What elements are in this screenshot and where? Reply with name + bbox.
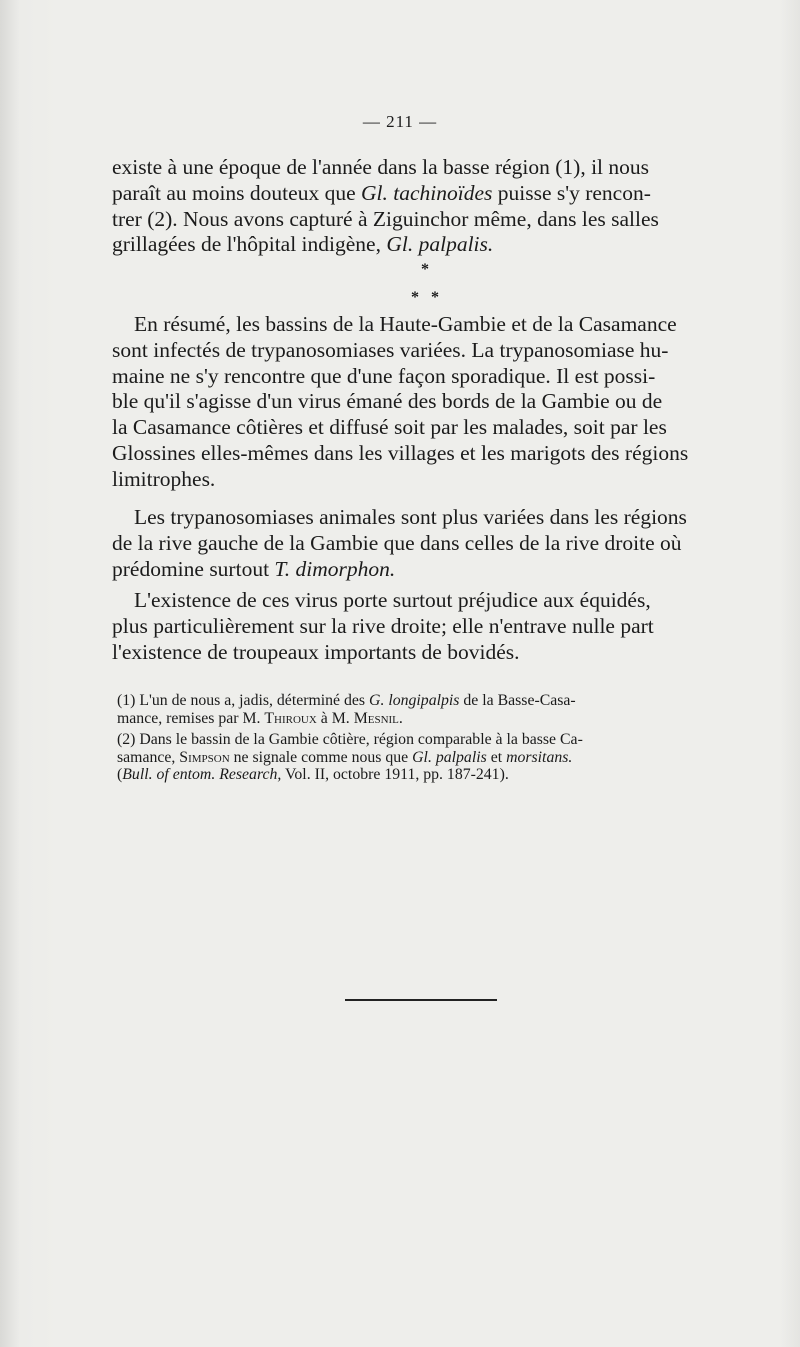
paragraph-line <box>112 505 758 531</box>
text-line: existe à une époque de l'année dans la basse région (1), il nous <box>112 155 650 179</box>
text-line: de la rive gauche de la Gambie que dans celles de la rive droite où <box>112 530 682 555</box>
text-line: En résumé, les bassins de la Haute-Gambie et de la Casamance <box>134 312 677 336</box>
paragraph-line <box>112 588 758 614</box>
asterism-top: * <box>421 261 429 278</box>
paragraph-line <box>112 312 758 338</box>
text-line: trer (2). Nous avons capturé à Ziguinchor même, dans les salles <box>112 206 659 231</box>
footnote-line <box>117 731 757 749</box>
text-line: plus particulièrement sur la rive droite; elle n'entrave nulle part <box>112 613 654 638</box>
footnote-1 <box>117 692 757 727</box>
paragraph-line <box>112 155 758 181</box>
text-line: Glossines elles-mêmes dans les villages et les marigots des régions <box>112 440 689 465</box>
footnote-text: mance, remises par M. <box>117 709 265 727</box>
journal-title: Bull. of entom. Research, <box>122 766 282 783</box>
paragraph-animal-trypanosomiasis <box>112 505 758 582</box>
footnote-text: à M. <box>316 709 354 727</box>
page-number: — 211 — <box>362 112 438 131</box>
paragraph-line <box>112 441 758 467</box>
footnote-line <box>117 692 757 710</box>
footnote-text: (2) Dans le bassin de la Gambie côtière, région comparable à la basse Ca- <box>117 731 583 748</box>
paragraph-line <box>112 415 758 441</box>
text-line: prédomine surtout <box>112 556 275 581</box>
footnote-text: ( <box>117 766 123 783</box>
species-name: Gl. tachinoïdes <box>360 180 493 205</box>
footnote-text: de la Basse-Casa- <box>459 692 576 709</box>
text-line: paraît au moins douteux que <box>112 180 361 205</box>
footnote-line <box>117 766 757 784</box>
paragraph-line <box>112 207 758 233</box>
paragraph-line <box>112 557 758 583</box>
text-line: l'existence de troupeaux importants de bovidés. <box>112 639 520 664</box>
paragraph-line <box>112 338 758 364</box>
text-line: Les trypanosomiases animales sont plus variées dans les régions <box>134 505 687 529</box>
paragraph-line <box>112 232 758 258</box>
section-end-rule <box>345 999 497 1001</box>
footnote-text: et <box>486 748 507 766</box>
paragraph-line <box>112 389 758 415</box>
footnote-text: Vol. II, octobre 1911, pp. 187-241). <box>281 766 509 783</box>
text-line: L'existence de ces virus porte surtout préjudice aux équidés, <box>134 588 651 612</box>
footnote-line <box>117 749 757 767</box>
paragraph-line <box>112 531 758 557</box>
text-line: limitrophes. <box>112 466 216 491</box>
text-line: puisse s'y rencon- <box>492 180 651 205</box>
asterisk: * <box>411 289 419 306</box>
text-line: grillagées de l'hôpital indigène, <box>112 232 387 257</box>
paragraph-line <box>112 614 758 640</box>
asterism-bottom <box>25 289 800 307</box>
footnote-line <box>117 710 757 728</box>
footnote-text: samance, <box>117 748 180 766</box>
species-name: Gl. palpalis <box>412 748 487 766</box>
species-name: G. longipalpis <box>369 692 460 709</box>
text-line: maine ne s'y rencontre que d'une façon sporadique. Il est possi- <box>112 363 656 388</box>
footnote-text: ne signale comme nous que <box>229 748 413 766</box>
paragraph-line <box>112 467 758 493</box>
footnote-2 <box>117 731 757 784</box>
paragraph-glossina-distribution <box>112 155 758 258</box>
paragraph-line <box>112 181 758 207</box>
paragraph-summary <box>112 312 758 493</box>
paragraph-virus-impact <box>112 588 758 665</box>
paragraph-line <box>112 364 758 390</box>
text-line: la Casamance côtières et diffusé soit par les malades, soit par les <box>112 415 667 440</box>
species-name: Gl. palpalis. <box>386 232 494 257</box>
paragraph-line <box>112 640 758 666</box>
footnote-text: (1) L'un de nous a, jadis, déterminé des <box>117 692 370 709</box>
text-line: ble qu'il s'agisse d'un virus émané des bords de la Gambie ou de <box>112 389 663 414</box>
asterisk: * <box>431 289 439 306</box>
author-name: Mesnil <box>353 709 399 727</box>
author-name: Thiroux <box>264 709 317 727</box>
author-name: Simpson <box>179 748 230 766</box>
species-name: morsitans. <box>506 748 573 766</box>
text-line: sont infectés de trypanosomiases variées. La trypanosomiase hu- <box>112 337 669 362</box>
species-name: T. dimorphon. <box>274 556 396 581</box>
footnote-text: . <box>398 709 403 727</box>
